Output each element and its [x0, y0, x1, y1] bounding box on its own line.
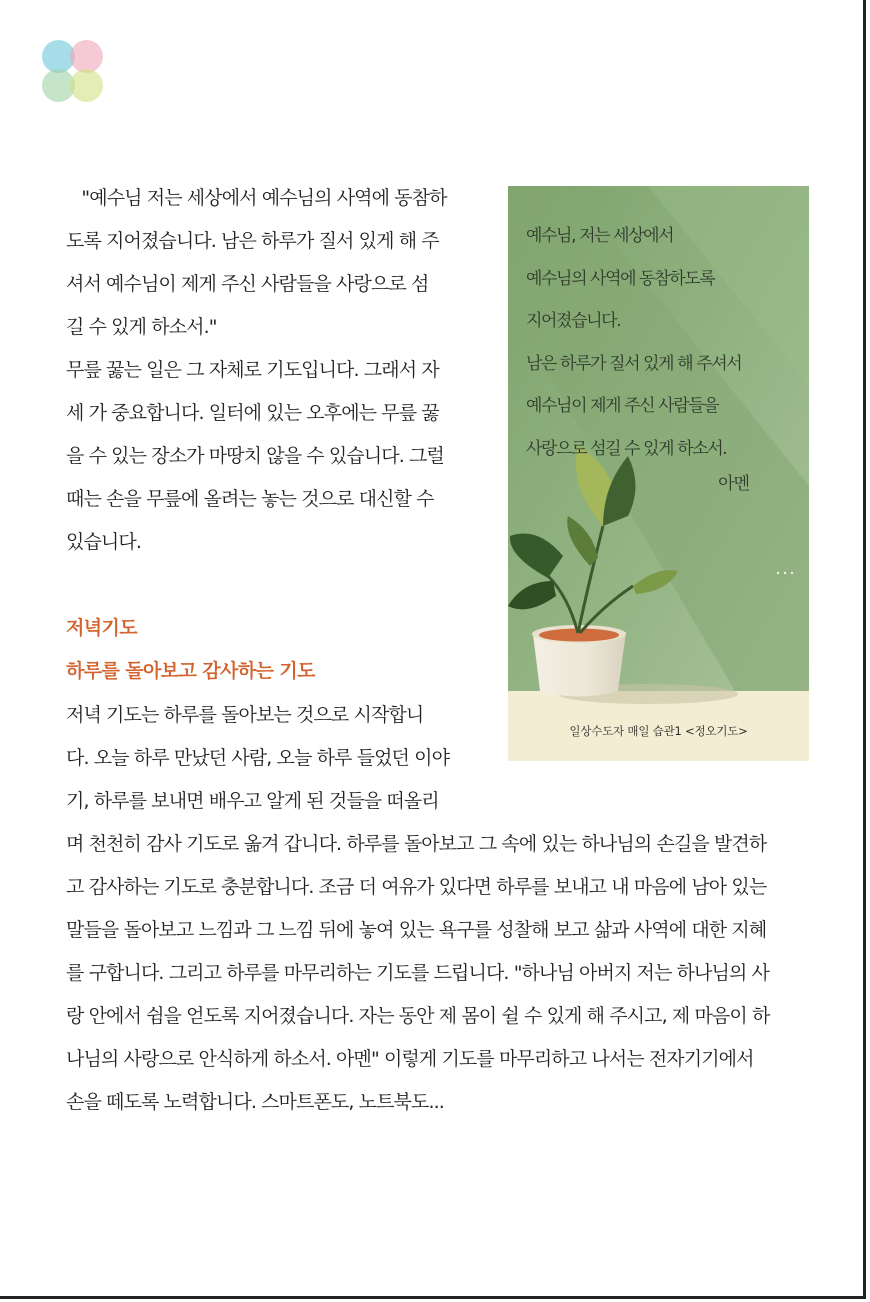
body-line: 말들을 돌아보고 느낌과 그 느낌 뒤에 놓여 있는 욕구를 성찰해 보고 삶과 사역에 대한 지혜	[66, 919, 767, 941]
body-line: 나님의 사랑으로 안식하게 하소서. 아멘" 이렇게 기도를 마무리하고 나서는 전자기기에서	[66, 1048, 754, 1070]
intro-paragraph	[66, 177, 447, 564]
body-line: 손을 떼도록 노력합니다. 스마트폰도, 노트북도...	[66, 1091, 444, 1113]
quote-line: 남은 하루가 질서 있게 해 주셔서	[526, 353, 742, 374]
body-line: 기, 하루를 보내면 배우고 알게 된 것들을 떠올리	[66, 790, 439, 812]
intro-line: 세 가 중요합니다. 일터에 있는 오후에는 무릎 꿇	[66, 402, 439, 424]
body-paragraph-narrow	[66, 694, 449, 823]
section-subtitle: 하루를 돌아보고 감사하는 기도	[66, 660, 315, 682]
body-line: 랑 안에서 쉼을 얻도록 지어졌습니다. 자는 동안 제 몸이 쉴 수 있게 해 주시고, 제 마음이 하	[66, 1005, 770, 1027]
intro-line: 때는 손을 무릎에 올려는 놓는 것으로 대신할 수	[66, 488, 434, 510]
prayer-quote	[526, 215, 741, 470]
logo-icon	[42, 40, 106, 104]
body-line: 다. 오늘 하루 만났던 사람, 오늘 하루 들었던 이야	[66, 747, 450, 769]
amen-text: 아멘	[718, 474, 749, 494]
intro-line: 무릎 꿇는 일은 그 자체로 기도입니다. 그래서 자	[66, 359, 439, 381]
quote-line: 지어졌습니다.	[526, 311, 621, 331]
body-paragraph-full	[66, 823, 769, 1124]
intro-line: 있습니다.	[66, 531, 141, 553]
prayer-card-image	[508, 186, 809, 761]
quote-line: 사랑으로 섬길 수 있게 하소서.	[526, 438, 727, 459]
body-line: 저녁 기도는 하루를 돌아보는 것으로 시작합니	[66, 704, 424, 726]
quote-line: 예수님의 사역에 동참하도록	[526, 268, 715, 289]
intro-line: 셔서 예수님이 제게 주신 사람들을 사랑으로 섬	[66, 273, 429, 295]
body-line: 를 구합니다. 그리고 하루를 마무리하는 기도를 드립니다. "하나님 아버지 저는 하나님의 사	[66, 962, 769, 984]
intro-line: 을 수 있는 장소가 마땅치 않을 수 있습니다. 그럴	[66, 445, 444, 467]
intro-line: 도록 지어졌습니다. 남은 하루가 질서 있게 해 주	[66, 230, 439, 252]
intro-line: 길 수 있게 하소서."	[66, 316, 217, 338]
image-caption: 일상수도자 매일 습관1 <정오기도>	[569, 724, 748, 738]
quote-line: 예수님, 저는 세상에서	[526, 226, 674, 246]
quote-line: 예수님이 제게 주신 사람들을	[526, 396, 719, 416]
section-title: 저녁기도	[66, 617, 138, 639]
body-line: 며 천천히 감사 기도로 옮겨 갑니다. 하루를 돌아보고 그 속에 있는 하나님의 손길을 발견하	[66, 833, 767, 855]
body-line: 고 감사하는 기도로 충분합니다. 조금 더 여유가 있다면 하루를 보내고 내 마음에 남아 있는	[66, 876, 767, 898]
intro-line: "예수님 저는 세상에서 예수님의 사역에 동참하	[66, 187, 447, 209]
